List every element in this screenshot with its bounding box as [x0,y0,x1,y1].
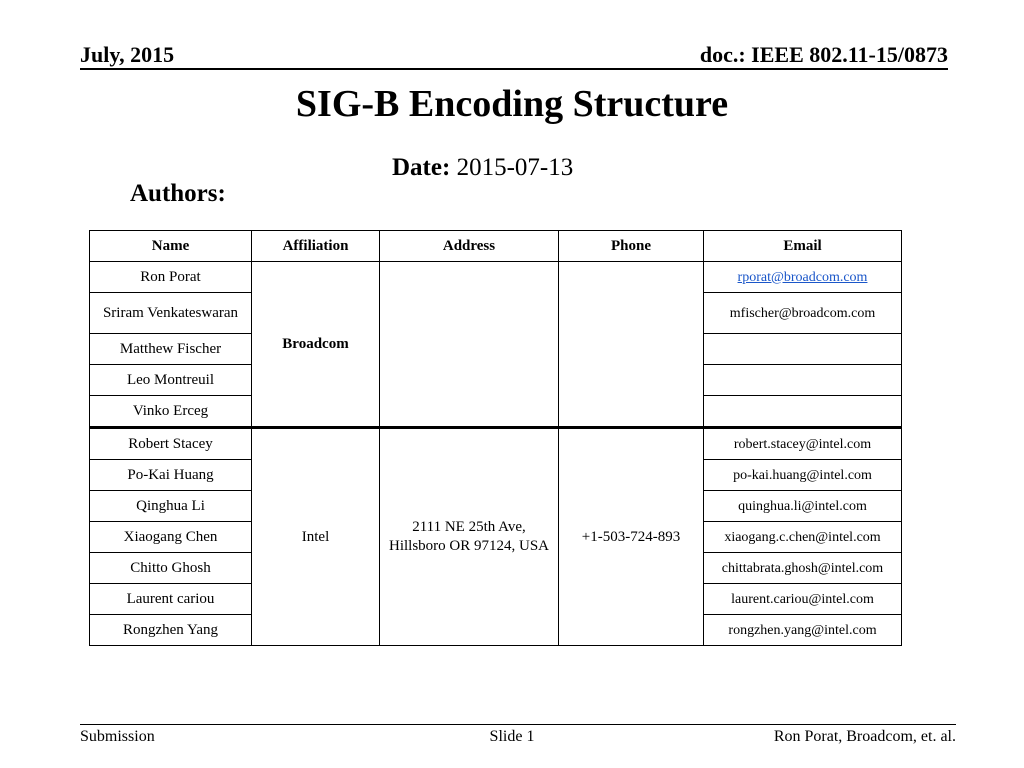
footer-authors: Ron Porat, Broadcom, et. al. [773,728,956,745]
affiliation-intel: Intel [252,428,380,646]
col-header-address: Address [380,231,559,262]
author-email: xiaogang.c.chen@intel.com [704,522,902,553]
slide-title: SIG-B Encoding Structure [295,83,729,125]
table-row [90,428,902,460]
author-name: Rongzhen Yang [90,615,252,646]
author-name: Leo Montreuil [90,365,252,396]
authors-label: Authors: [130,180,226,207]
author-name: Laurent cariou [90,584,252,615]
table-row [90,262,902,293]
author-email: rongzhen.yang@intel.com [704,615,902,646]
header-date: July, 2015 [80,42,175,67]
col-header-phone: Phone [559,231,704,262]
author-email [704,334,902,365]
author-name: Xiaogang Chen [90,522,252,553]
author-email: chittabrata.ghosh@intel.com [704,553,902,584]
author-name: Ron Porat [90,262,252,293]
authors-table [89,230,902,646]
author-name: Chitto Ghosh [90,553,252,584]
author-name: Robert Stacey [90,428,252,460]
col-header-name: Name [90,231,252,262]
author-email [704,262,902,293]
author-name: Matthew Fischer [90,334,252,365]
author-email [704,396,902,428]
author-name: Sriram Venkateswaran [90,293,252,334]
date-label: Date: [392,154,451,181]
header-divider [80,68,948,70]
author-name: Vinko Erceg [90,396,252,428]
address-intel: 2111 NE 25th Ave, Hillsboro OR 97124, USA [380,428,559,646]
footer-slide-number: Slide 1 [489,728,535,745]
date-line [392,154,573,182]
phone-broadcom [559,262,704,428]
col-header-affiliation: Affiliation [252,231,380,262]
footer-submission: Submission [80,728,155,745]
address-broadcom [380,262,559,428]
author-email: robert.stacey@intel.com [704,428,902,460]
col-header-email: Email [704,231,902,262]
header-doc-id: doc.: IEEE 802.11-15/0873 [699,42,948,67]
affiliation-broadcom: Broadcom [252,262,380,428]
email-link[interactable]: rporat@broadcom.com [737,269,868,285]
table-header-row [90,231,902,262]
author-name: Qinghua Li [90,491,252,522]
author-name: Po-Kai Huang [90,460,252,491]
phone-intel: +1-503-724-893 [559,428,704,646]
author-email [704,365,902,396]
author-email: laurent.cariou@intel.com [704,584,902,615]
date-value: 2015-07-13 [456,154,574,181]
footer-divider [80,724,956,725]
author-email: quinghua.li@intel.com [704,491,902,522]
author-email: po-kai.huang@intel.com [704,460,902,491]
author-email: mfischer@broadcom.com [704,293,902,334]
